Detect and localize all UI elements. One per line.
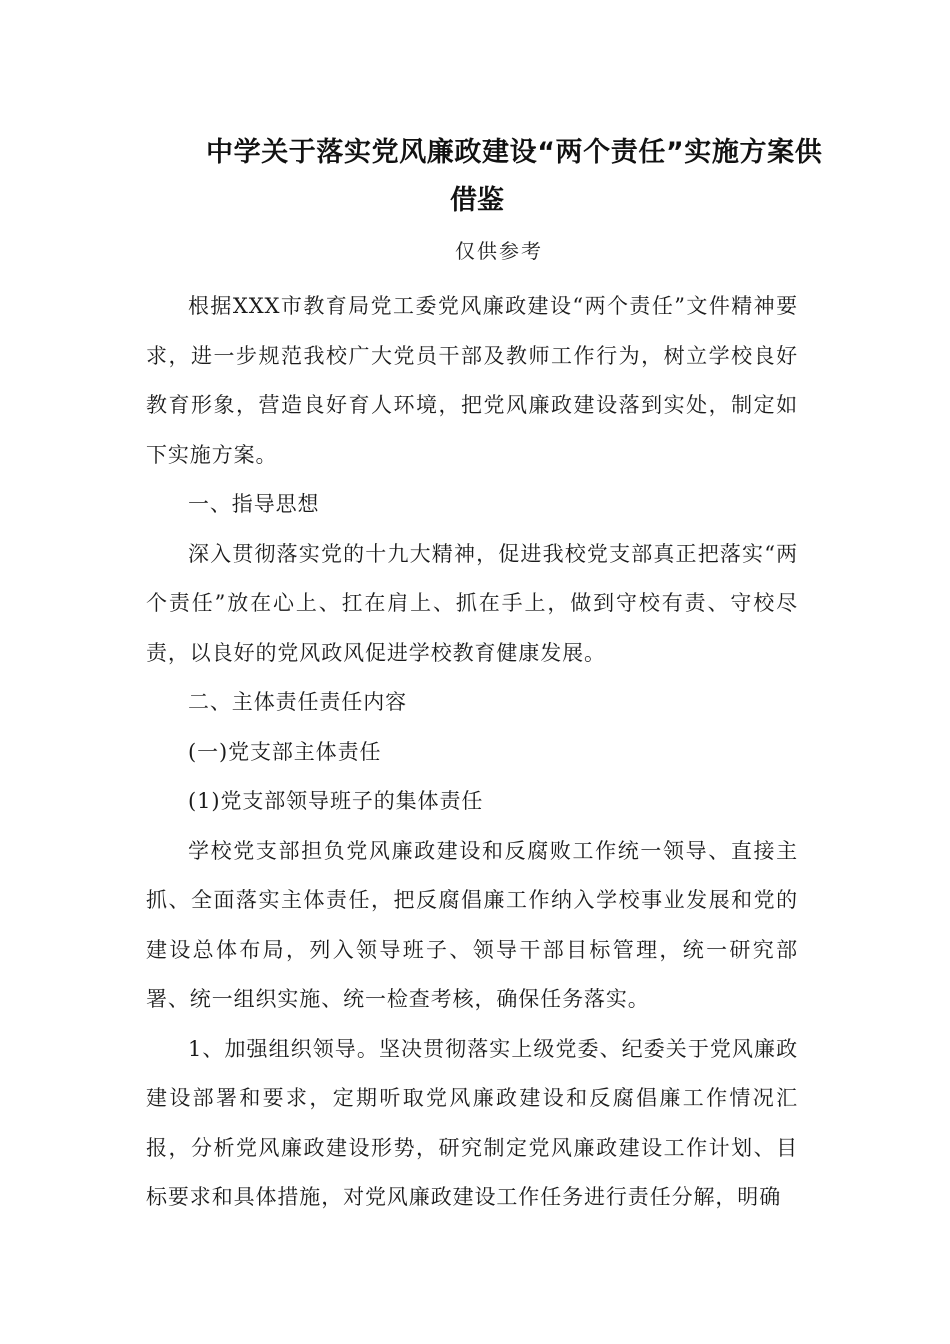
- guiding-ideology-paragraph: 深入贯彻落实党的十九大精神，促进我校党支部真正把落实“两个责任”放在心上、扛在肩上、抓在手上，做到守校有责、守校尽责，以良好的党风政风促进学校教育健康发展。: [146, 541, 798, 665]
- document-body: [146, 282, 798, 1223]
- collective-responsibility-paragraph: 学校党支部担负党风廉政建设和反腐败工作统一领导、直接主抓、全面落实主体责任，把反腐倡廉工作纳入学校事业发展和党的建设总体布局，列入领导班子、领导干部目标管理，统一研究部署、统一组织实施、统一检查考核，确保任务落实。: [146, 838, 798, 1011]
- subsection-heading-party-branch: (一)党支部主体责任: [188, 739, 382, 764]
- document-title-line-2: 借鉴: [450, 185, 504, 216]
- document-title-line-1: 中学关于落实党风廉政建设“两个责任”实施方案供: [206, 137, 823, 168]
- subsection-heading-collective-responsibility: (1)党支部领导班子的集体责任: [188, 789, 484, 813]
- document-subtitle: 仅供参考: [455, 239, 543, 263]
- section-heading-guiding-ideology: 一、指导思想: [188, 492, 320, 516]
- organization-leadership-paragraph: 1、加强组织领导。坚决贯彻落实上级党委、纪委关于党风廉政建设部署和要求，定期听取党风廉政建设和反腐倡廉工作情况汇报，分析党风廉政建设形势，研究制定党风廉政建设工作计划、目标要求和具体措施，对党风廉政建设工作任务进行责任分解，明确: [146, 1036, 798, 1209]
- intro-paragraph: 根据XXX市教育局党工委党风廉政建设“两个责任”文件精神要求，进一步规范我校广大党员干部及教师工作行为，树立学校良好教育形象，营造良好育人环境，把党风廉政建设落到实处，制定如下实施方案。: [146, 294, 798, 467]
- section-heading-main-responsibility: 二、主体责任责任内容: [188, 690, 407, 714]
